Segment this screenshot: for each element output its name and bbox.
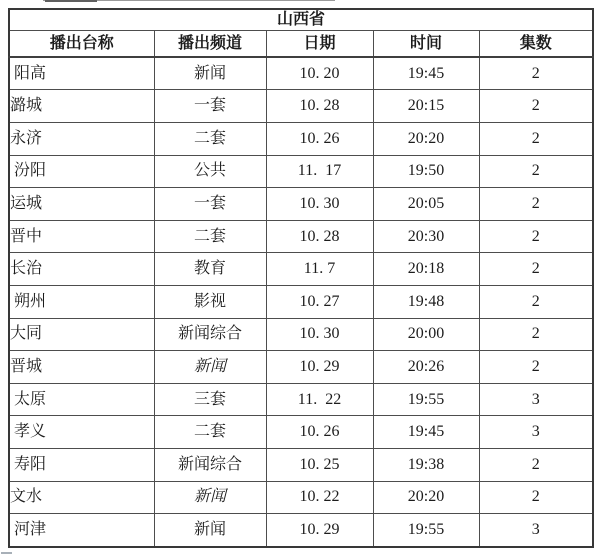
station-cell: 太原 xyxy=(9,383,154,416)
date-cell: 10. 26 xyxy=(266,123,373,156)
table-title: 山西省 xyxy=(9,9,593,31)
time-cell: 20:30 xyxy=(373,220,479,253)
time-cell: 20:20 xyxy=(373,481,479,514)
channel-cell: 二套 xyxy=(154,123,266,156)
episodes-cell: 2 xyxy=(479,188,593,221)
channel-cell: 新闻 xyxy=(154,514,266,547)
table-row xyxy=(9,481,593,514)
date-cell: 10. 29 xyxy=(266,351,373,384)
table-row xyxy=(9,449,593,482)
time-cell: 19:38 xyxy=(373,449,479,482)
time-cell: 20:15 xyxy=(373,90,479,123)
channel-cell: 三套 xyxy=(154,383,266,416)
episodes-cell: 2 xyxy=(479,351,593,384)
date-cell: 10. 29 xyxy=(266,514,373,547)
station-cell: 运城 xyxy=(9,188,154,221)
station-cell: 孝义 xyxy=(9,416,154,449)
table-row xyxy=(9,318,593,351)
table-row xyxy=(9,123,593,156)
channel-cell: 教育 xyxy=(154,253,266,286)
station-cell: 晋中 xyxy=(9,220,154,253)
date-cell: 10. 22 xyxy=(266,481,373,514)
channel-cell: 二套 xyxy=(154,220,266,253)
station-cell: 潞城 xyxy=(9,90,154,123)
episodes-cell: 2 xyxy=(479,449,593,482)
bottom-crop-artifact-mark xyxy=(1,552,12,554)
date-cell: 10. 20 xyxy=(266,57,373,90)
station-cell: 朔州 xyxy=(9,286,154,319)
episodes-cell: 2 xyxy=(479,123,593,156)
time-cell: 20:05 xyxy=(373,188,479,221)
channel-cell: 新闻 xyxy=(154,57,266,90)
episodes-cell: 3 xyxy=(479,514,593,547)
station-cell: 汾阳 xyxy=(9,155,154,188)
column-header-time: 时间 xyxy=(373,31,479,57)
episodes-cell: 2 xyxy=(479,57,593,90)
time-cell: 19:45 xyxy=(373,57,479,90)
table-row xyxy=(9,383,593,416)
time-cell: 20:20 xyxy=(373,123,479,156)
station-cell: 永济 xyxy=(9,123,154,156)
table-row xyxy=(9,220,593,253)
table-row xyxy=(9,286,593,319)
column-header-date: 日期 xyxy=(266,31,373,57)
date-cell: 11. 22 xyxy=(266,383,373,416)
episodes-cell: 2 xyxy=(479,318,593,351)
episodes-cell: 3 xyxy=(479,383,593,416)
episodes-cell: 2 xyxy=(479,253,593,286)
time-cell: 19:55 xyxy=(373,514,479,547)
time-cell: 19:50 xyxy=(373,155,479,188)
table-row xyxy=(9,155,593,188)
column-header-station: 播出台称 xyxy=(9,31,154,57)
column-header-channel: 播出频道 xyxy=(154,31,266,57)
date-cell: 10. 28 xyxy=(266,90,373,123)
table-header-row xyxy=(9,31,593,57)
table-row xyxy=(9,416,593,449)
table-title-row xyxy=(9,9,593,31)
date-cell: 11. 17 xyxy=(266,155,373,188)
episodes-cell: 2 xyxy=(479,155,593,188)
date-cell: 10. 25 xyxy=(266,449,373,482)
table-row xyxy=(9,90,593,123)
station-cell: 阳高 xyxy=(9,57,154,90)
time-cell: 19:45 xyxy=(373,416,479,449)
channel-cell: 新闻综合 xyxy=(154,449,266,482)
episodes-cell: 2 xyxy=(479,286,593,319)
date-cell: 10. 30 xyxy=(266,318,373,351)
date-cell: 11. 7 xyxy=(266,253,373,286)
date-cell: 10. 27 xyxy=(266,286,373,319)
station-cell: 长治 xyxy=(9,253,154,286)
time-cell: 20:18 xyxy=(373,253,479,286)
channel-cell: 一套 xyxy=(154,188,266,221)
time-cell: 19:55 xyxy=(373,383,479,416)
date-cell: 10. 30 xyxy=(266,188,373,221)
table-row xyxy=(9,514,593,547)
table-row xyxy=(9,188,593,221)
station-cell: 河津 xyxy=(9,514,154,547)
channel-cell: 新闻 xyxy=(154,351,266,384)
channel-cell: 新闻 xyxy=(154,481,266,514)
table-row xyxy=(9,57,593,90)
channel-cell: 公共 xyxy=(154,155,266,188)
table-row xyxy=(9,253,593,286)
channel-cell: 一套 xyxy=(154,90,266,123)
episodes-cell: 3 xyxy=(479,416,593,449)
table-row xyxy=(9,351,593,384)
episodes-cell: 2 xyxy=(479,481,593,514)
episodes-cell: 2 xyxy=(479,220,593,253)
broadcast-schedule-table xyxy=(8,8,594,548)
station-cell: 晋城 xyxy=(9,351,154,384)
time-cell: 20:00 xyxy=(373,318,479,351)
column-header-episodes: 集数 xyxy=(479,31,593,57)
time-cell: 19:48 xyxy=(373,286,479,319)
channel-cell: 二套 xyxy=(154,416,266,449)
channel-cell: 影视 xyxy=(154,286,266,319)
episodes-cell: 2 xyxy=(479,90,593,123)
date-cell: 10. 28 xyxy=(266,220,373,253)
time-cell: 20:26 xyxy=(373,351,479,384)
date-cell: 10. 26 xyxy=(266,416,373,449)
station-cell: 文水 xyxy=(9,481,154,514)
station-cell: 寿阳 xyxy=(9,449,154,482)
station-cell: 大同 xyxy=(9,318,154,351)
top-crop-artifact-dark-segment xyxy=(45,0,97,2)
channel-cell: 新闻综合 xyxy=(154,318,266,351)
